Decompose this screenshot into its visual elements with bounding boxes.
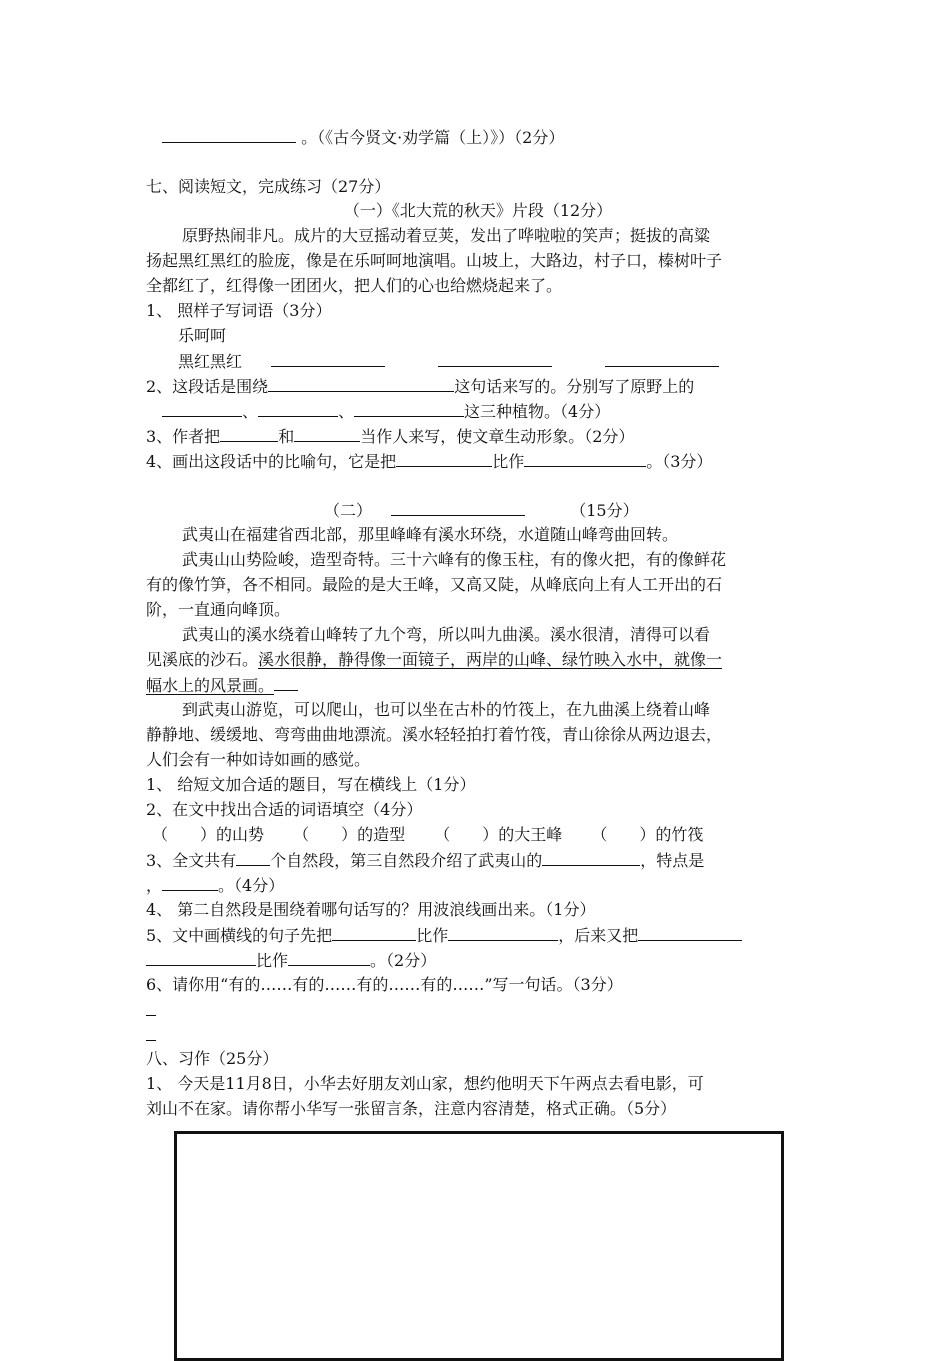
answer-line-stub[interactable] <box>146 1024 156 1046</box>
part2-q2: 2、在文中找出合适的词语填空（4分） <box>146 800 423 819</box>
fill-item[interactable]: （ ）的竹筏 <box>591 825 704 844</box>
q3-text: ，特点是 <box>640 851 705 870</box>
q3-text: 3、全文共有 <box>146 851 237 870</box>
answer-blank[interactable] <box>605 350 719 367</box>
part1-q1: 1、 照样子写词语（3分） <box>146 301 332 320</box>
part2-q1: 1、 给短文加合适的题目，写在横线上（1分） <box>146 775 476 794</box>
answer-blank[interactable] <box>438 350 552 367</box>
part2-paragraph-line: 武夷山山势险峻，造型奇特。三十六峰有的像玉柱，有的像火把，有的像鲜花 <box>182 550 727 569</box>
answer-blank[interactable] <box>162 126 296 143</box>
underline-tail <box>274 674 298 691</box>
answer-blank[interactable] <box>448 924 558 941</box>
answer-blank[interactable] <box>294 425 360 442</box>
answer-blank[interactable] <box>542 849 640 866</box>
section8-q1-line: 刘山不在家。请你帮小华写一张留言条，注意内容清楚，格式正确。（5分） <box>146 1099 677 1118</box>
answer-blank[interactable] <box>396 450 492 467</box>
answer-blank[interactable] <box>638 924 742 941</box>
part1-passage-line: 扬起黑红黑红的脸庞，像是在乐呵呵地演唱。山坡上，大路边，村子口，榛树叶子 <box>146 251 723 270</box>
answer-blank[interactable] <box>354 400 464 417</box>
part2-q3-cont <box>146 874 284 896</box>
underlined-sentence: 溪水很静，静得像一面镜子，两岸的山峰、绿竹映入水中，就像一 <box>258 650 723 669</box>
q3-text: 3、作者把 <box>146 427 221 446</box>
answer-blank[interactable] <box>524 450 646 467</box>
section7-heading: 七、阅读短文，完成练习（27分） <box>146 177 391 196</box>
underlined-sentence: 幅水上的风景画。 <box>146 676 275 695</box>
part2-paragraph: 武夷山在福建省西北部，那里峰峰有溪水环绕，水道随山峰弯曲回转。 <box>182 525 679 544</box>
q2-text: 、 <box>338 402 355 421</box>
part2-paragraph-line: 人们会有一种如诗如画的感觉。 <box>146 750 371 769</box>
part2-paragraph-line: 到武夷山游览，可以爬山，也可以坐在古朴的竹筏上，在九曲溪上绕着山峰 <box>182 700 711 719</box>
part2-title <box>324 499 639 521</box>
fill-item[interactable]: （ ）的造型 <box>293 825 406 844</box>
part2-paragraph-line: 有的像竹笋，各不相同。最险的是大王峰，又高又陡，从峰底向上有人工开出的石 <box>146 575 723 594</box>
section8-q1-line: 1、 今天是11月8日，小华去好朋友刘山家，想约他明天下午两点去看电影，可 <box>146 1074 704 1093</box>
part1-q4 <box>146 450 712 472</box>
part2-title-prefix: （二） <box>324 501 373 520</box>
q5-text: 比作 <box>256 951 289 970</box>
plain-text: 见溪底的沙石。 <box>146 650 259 669</box>
part1-q3 <box>146 425 634 447</box>
part2-q6: 6、请你用“有的……有的……有的……有的……”写一句话。（3分） <box>146 975 623 994</box>
q5-text: ，后来又把 <box>558 926 639 945</box>
part2-paragraph-line: 武夷山的溪水绕着山峰转了九个弯，所以叫九曲溪。溪水很清，清得可以看 <box>182 625 711 644</box>
part2-paragraph-line: 静静地、缓缓地、弯弯曲曲地漂流。溪水轻轻拍打着竹筏，青山徐徐从两边退去， <box>146 725 723 744</box>
section8-heading: 八、习作（25分） <box>146 1049 279 1068</box>
answer-blank[interactable] <box>268 375 454 392</box>
answer-blank[interactable] <box>332 924 416 941</box>
q3-text: 。（4分） <box>218 876 285 895</box>
q3-text: 个自然段，第三自然段介绍了武夷山的 <box>270 851 543 870</box>
part2-q5 <box>146 924 742 946</box>
answer-blank[interactable] <box>288 949 370 966</box>
q5-text: 5、文中画横线的句子先把 <box>146 926 333 945</box>
top-quote-suffix: 。（《古今贤文·劝学篇（上）》）（2分） <box>301 128 565 147</box>
q4-text: 4、画出这段话中的比喻句，它是把 <box>146 452 397 471</box>
q5-text: 比作 <box>416 926 449 945</box>
q2-text: 2、这段话是围绕 <box>146 377 269 396</box>
q4-text: 比作 <box>492 452 525 471</box>
fill-item[interactable]: （ ）的山势 <box>152 825 265 844</box>
q2-text: 这句话来写的。分别写了原野上的 <box>454 377 695 396</box>
part2-paragraph-line <box>146 649 722 671</box>
q2-text: 、 <box>242 402 259 421</box>
message-writing-box[interactable] <box>174 1131 784 1361</box>
part1-title: （一）《北大荒的秋天》片段（12分） <box>343 201 613 220</box>
fill-item[interactable]: （ ）的大王峰 <box>434 825 563 844</box>
answer-blank[interactable] <box>220 425 278 442</box>
answer-blank[interactable] <box>271 350 385 367</box>
part2-title-score: （15分） <box>570 501 639 520</box>
q3-text: 和 <box>278 427 295 446</box>
q3-text: 当作人来写，使文章生动形象。（2分） <box>360 427 635 446</box>
answer-blank[interactable] <box>162 874 218 891</box>
answer-blank[interactable] <box>162 400 242 417</box>
part1-q2-cont <box>162 400 610 422</box>
q1-example-word: 黑红黑红 <box>178 352 243 371</box>
q2-text: 这三种植物。（4分） <box>464 402 611 421</box>
q1-example-row <box>178 350 719 372</box>
part2-q4: 4、 第二自然段是围绕着哪句话写的？用波浪线画出来。（1分） <box>146 900 596 919</box>
q3-text: ， <box>146 876 163 895</box>
part1-passage-line: 原野热闹非凡。成片的大豆摇动着豆荚，发出了哗啦啦的笑声；挺拔的高粱 <box>182 226 711 245</box>
part1-passage-line: 全都红了，红得像一团团火，把人们的心也给燃烧起来了。 <box>146 276 563 295</box>
part2-q2-items <box>152 824 703 846</box>
part1-q2 <box>146 375 694 397</box>
answer-blank[interactable] <box>146 949 256 966</box>
title-blank[interactable] <box>391 499 525 516</box>
part2-paragraph-line <box>146 674 298 696</box>
answer-blank[interactable] <box>236 849 270 866</box>
part2-paragraph-line: 阶，一直通向峰顶。 <box>146 600 291 619</box>
part2-q3 <box>146 849 704 871</box>
q4-text: 。（3分） <box>646 452 713 471</box>
q5-text: 。（2分） <box>370 951 437 970</box>
q1-example-word: 乐呵呵 <box>178 326 227 345</box>
part2-q5-cont <box>146 949 436 971</box>
answer-line-stub[interactable] <box>146 999 156 1021</box>
top-quote-line <box>162 126 564 148</box>
answer-blank[interactable] <box>258 400 338 417</box>
